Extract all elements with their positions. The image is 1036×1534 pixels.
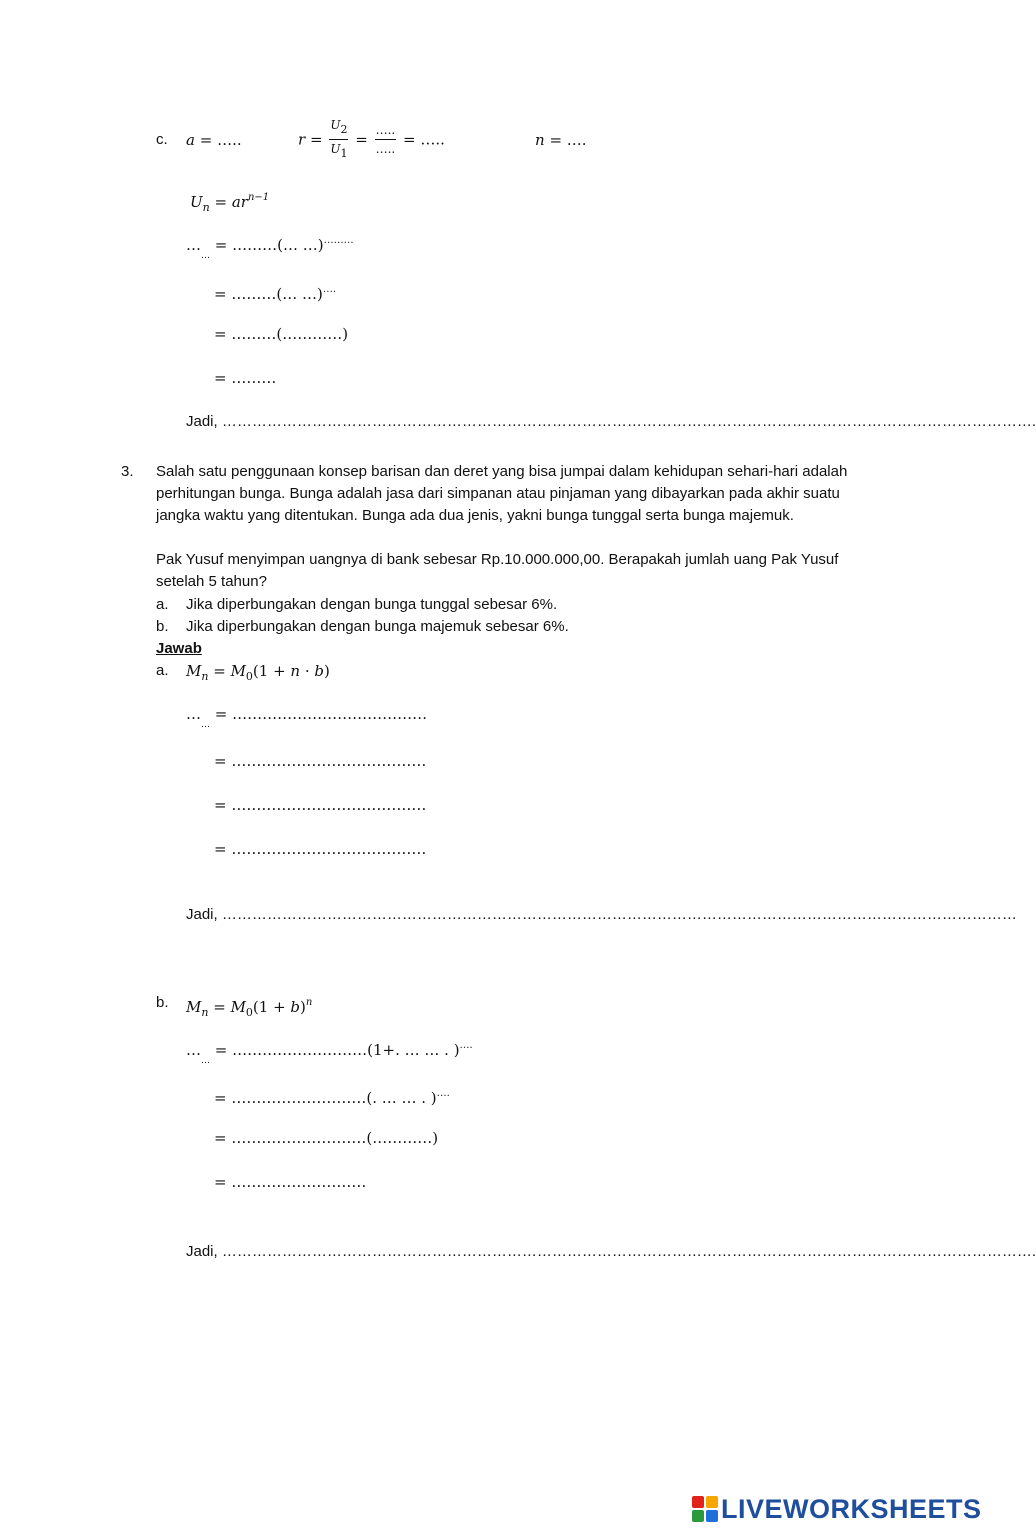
part-c-line-4: = ………: [214, 369, 277, 387]
option-b-text: Jika diperbungakan dengan bunga majemuk sebesar 6%.: [186, 618, 569, 635]
part-c-conclusion: Jadi, ……………………………………………………………………………………………………………………………………………….: [186, 413, 1036, 430]
answer-b-line-4: = ………………………: [214, 1173, 367, 1191]
liveworksheets-icon: [692, 1496, 718, 1522]
part-c-line-3: = ………(…………): [214, 325, 349, 343]
formula-un: $U_n = ar^{n-1}$: [190, 192, 270, 214]
r-fraction-blank: $\frac{\dots..}{\dots..}$: [375, 123, 396, 156]
part-c-label: c.: [156, 131, 168, 148]
r-fraction-u2-u1: $\frac{U2}{U1}$: [330, 118, 348, 160]
problem-paragraph: Salah satu penggunaan konsep barisan dan deret yang bisa jumpai dalam kehidupan sehari-hari adalah perhitungan bunga. Bunga adalah jasa dari simpanan atau pinjaman yang dibayarkan pada akhir suatu jangka waktu yang ditentukan. Bunga ada dua jenis, yakni bunga tunggal serta bunga majemuk.: [156, 463, 848, 524]
answer-b-line-2: = ………………………(. … … . )….: [214, 1088, 450, 1107]
liveworksheets-logo: [692, 1494, 982, 1524]
answer-b-line-1: $\dots_\dots$ = ………………………(1+. … … . )….: [186, 1040, 473, 1066]
option-a-label: a.: [156, 596, 169, 613]
jawab-heading: Jawab: [156, 640, 202, 657]
answer-b-conclusion: Jadi, ……………………………………………………………………………………………………………………………………………….: [186, 1243, 1036, 1260]
brand-name: LIVEWORKSHEETS: [721, 1493, 982, 1524]
part-c-n-value: n = ….: [535, 131, 587, 149]
part-c-line-2: = ………(… …)….: [214, 284, 336, 303]
problem-number: 3.: [121, 463, 134, 480]
answer-a-label: a.: [156, 662, 169, 679]
answer-a-conclusion: Jadi, ……………………………………………………………………………………………………………………………………………: [186, 906, 1017, 923]
answer-b-label: b.: [156, 994, 169, 1011]
option-a-text: Jika diperbungakan dengan bunga tunggal sebesar 6%.: [186, 596, 558, 613]
answer-a-line-2: = …………………………………: [214, 752, 427, 770]
formula-simple-interest: $M_n = M_0(1 + n \cdot b)$: [186, 662, 330, 683]
problem-question: Pak Yusuf menyimpan uangnya di bank sebesar Rp.10.000.000,00. Berapakah jumlah uang Pak Yusuf setelah 5 tahun?: [156, 551, 839, 590]
answer-a-line-4: = …………………………………: [214, 840, 427, 858]
part-c-line-1: $\dots_\dots$ = ………(… …)………: [186, 235, 354, 261]
formula-compound-interest: $M_n = M_0(1 + b)^n$: [186, 997, 313, 1019]
option-b-label: b.: [156, 618, 169, 635]
answer-b-line-3: = ………………………(…………): [214, 1129, 439, 1147]
answer-a-line-3: = …………………………………: [214, 796, 427, 814]
part-c-a-value: a = …..: [186, 131, 242, 149]
part-c-r-value: r = $\frac{U2}{U1}$ = $\frac{\dots..}{\dots..}$ = …..: [298, 116, 445, 163]
answer-a-line-1: $\dots_\dots$ = …………………………………: [186, 705, 428, 730]
